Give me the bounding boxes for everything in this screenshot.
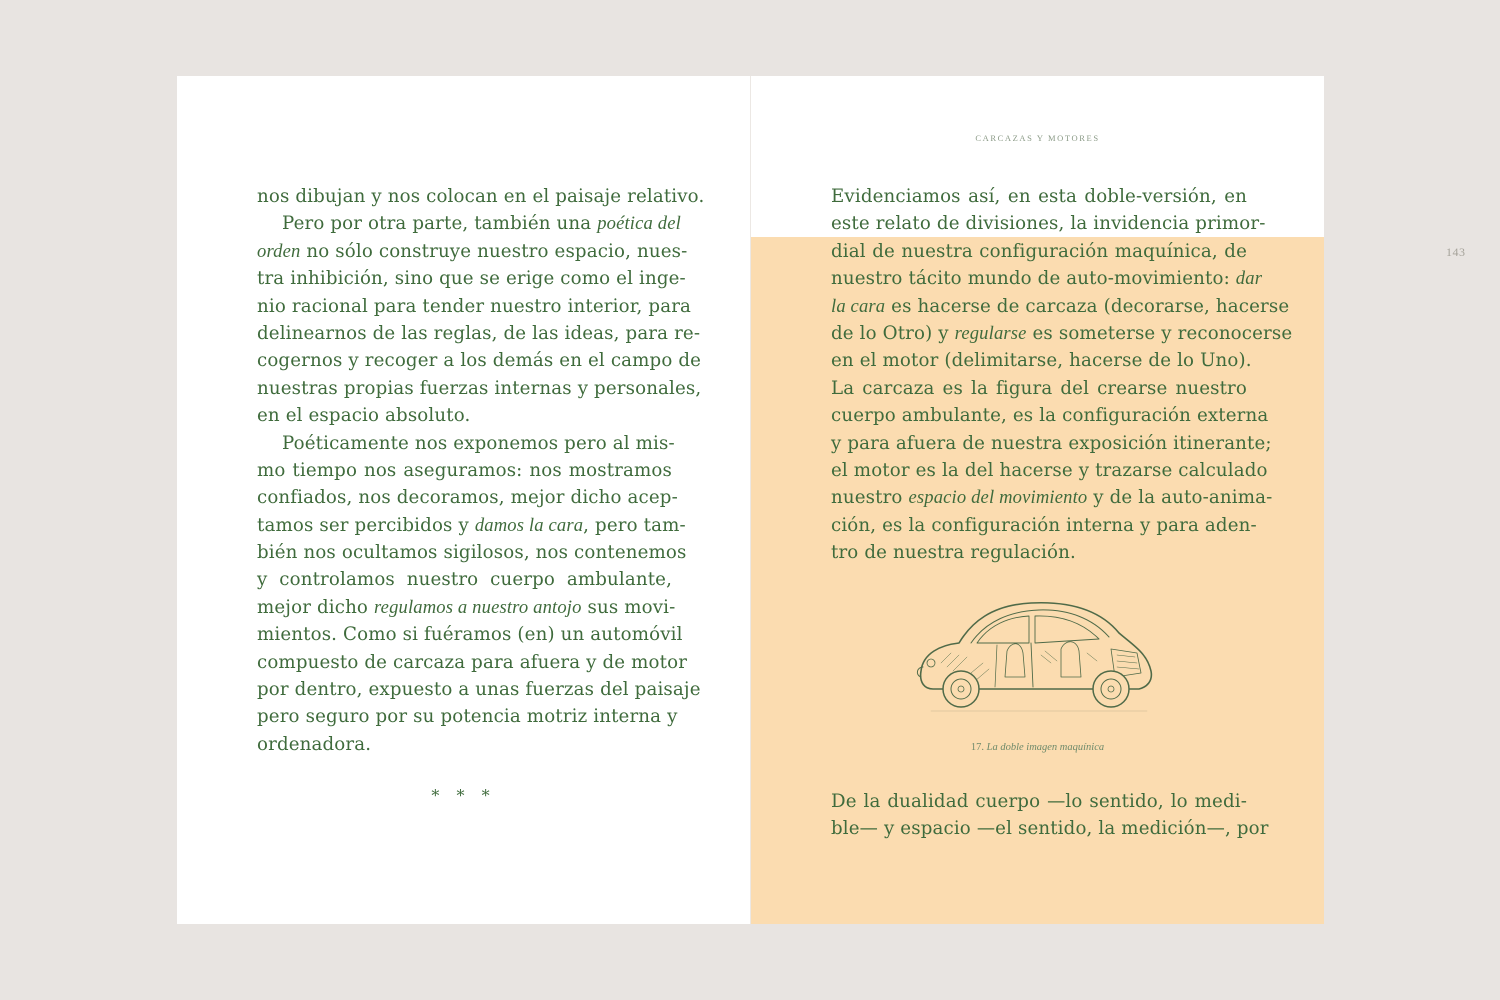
text-run: nos dibujan y nos colocan en el paisaje relativo. <box>257 186 705 207</box>
text-line <box>257 375 702 402</box>
text-run: Pero por otra parte, también una <box>282 213 598 235</box>
text-line <box>831 347 1252 374</box>
text-line <box>257 731 672 758</box>
text-line <box>831 788 1247 815</box>
text-run: es hacerse de carcaza (decorarse, hacerse <box>885 295 1290 317</box>
text-run: tro de nuestra regulación. <box>831 542 1076 564</box>
right-page-body <box>831 183 1293 566</box>
text-run: no sólo construye nuestro espacio, nues- <box>300 240 688 262</box>
text-line <box>831 457 1268 484</box>
text-run: cuerpo ambulante, es la configuración externa <box>831 405 1269 427</box>
text-line <box>257 649 688 676</box>
text-line <box>831 402 1269 429</box>
text-line <box>257 621 683 648</box>
text-line <box>257 320 701 347</box>
text-run: De la dualidad cuerpo —lo sentido, lo medi- <box>831 791 1247 812</box>
text-line <box>257 484 678 511</box>
text-line <box>257 210 681 237</box>
text-run: nuestro <box>831 487 909 509</box>
text-line <box>257 293 692 320</box>
text-run: nuestras propias fuerzas internas y personales, <box>257 377 702 399</box>
text-run: mientos. Como si fuéramos (en) un automóvil <box>257 624 683 646</box>
italic-phrase: dar <box>1235 268 1263 290</box>
car-cutaway-illustration <box>911 593 1167 733</box>
text-run: Poéticamente nos exponemos pero al mis- <box>282 432 675 454</box>
text-line <box>257 566 672 593</box>
text-run: ción, es la configuración interna y para aden- <box>831 514 1257 536</box>
right-page <box>751 76 1466 924</box>
running-head: CARCAZAS Y MOTORES <box>975 133 1100 143</box>
text-line <box>257 457 672 484</box>
text-run: confiados, nos decoramos, mejor dicho acep- <box>257 487 678 509</box>
text-line <box>257 183 705 210</box>
text-line <box>257 402 672 429</box>
text-run: tamos ser percibidos y <box>257 514 475 536</box>
text-run: este relato de divisiones, la invidencia primor- <box>831 213 1266 235</box>
text-line <box>831 210 1266 237</box>
text-run: nuestro tácito mundo de auto-movimiento: <box>831 268 1236 290</box>
right-page-continuation <box>831 788 1269 843</box>
text-run: dial de nuestra configuración maquínica, de <box>831 240 1247 262</box>
text-run: en el espacio absoluto. <box>257 405 471 427</box>
text-run: y controlamos nuestro cuerpo ambulante, <box>257 569 672 591</box>
book-spread <box>177 76 1466 924</box>
text-run: por dentro, expuesto a unas fuerzas del paisaje <box>257 679 701 701</box>
text-line <box>831 430 1272 457</box>
figure-caption-text: La doble imagen maquínica <box>986 742 1105 753</box>
text-run: sus movi- <box>581 596 676 618</box>
page-number: 143 <box>1446 245 1466 259</box>
text-run: delinearnos de las reglas, de las ideas, para re- <box>257 322 701 344</box>
figure-number: 17. <box>970 742 984 753</box>
text-run: ble— y espacio —el sentido, la medición—, por <box>831 818 1269 840</box>
text-line <box>831 183 1247 210</box>
text-line <box>831 265 1263 292</box>
section-separator: * * * <box>431 786 496 805</box>
text-run: y para afuera de nuestra exposición itinerante; <box>831 432 1272 454</box>
italic-phrase: regularse <box>954 322 1027 344</box>
text-line <box>257 347 702 374</box>
text-run: pero seguro por su potencia motriz interna y <box>257 706 678 728</box>
text-line <box>257 430 675 457</box>
text-run: nio racional para tender nuestro interior, para <box>257 295 692 317</box>
text-run: tra inhibición, sino que se erige como el inge- <box>257 268 686 290</box>
text-run: y de la auto-anima- <box>1087 487 1273 509</box>
text-line <box>257 265 686 292</box>
left-page <box>177 76 750 924</box>
italic-phrase: regulamos a nuestro antojo <box>373 596 582 618</box>
car-illustration-icon <box>911 593 1167 733</box>
text-run: mejor dicho <box>257 596 374 618</box>
text-line <box>257 703 678 730</box>
italic-phrase: poética del <box>597 213 681 235</box>
text-line <box>257 512 686 539</box>
text-run: cogernos y recoger a los demás en el campo de <box>257 350 702 372</box>
italic-phrase: la cara <box>831 295 886 317</box>
text-run: compuesto de carcaza para afuera y de motor <box>257 651 688 673</box>
text-line <box>257 594 676 621</box>
text-run: La carcaza es la figura del crearse nuestro <box>831 377 1247 399</box>
figure-caption <box>751 742 1324 753</box>
text-run: de lo Otro) y <box>831 322 955 344</box>
text-run: ordenadora. <box>257 733 372 755</box>
text-run: mo tiempo nos aseguramos: nos mostramos <box>257 459 672 481</box>
text-run: bién nos ocultamos sigilosos, nos contenemos <box>257 542 687 564</box>
text-line <box>831 815 1269 842</box>
text-line <box>831 320 1293 347</box>
text-run: Evidenciamos así, en esta doble-versión, en <box>831 186 1247 207</box>
text-line <box>257 539 687 566</box>
text-line <box>831 484 1273 511</box>
left-page-body <box>257 183 705 758</box>
text-run: es someterse y reconocerse <box>1026 322 1293 344</box>
italic-phrase: orden <box>257 240 301 262</box>
text-line <box>831 375 1247 402</box>
text-line <box>831 512 1257 539</box>
text-line <box>257 238 688 265</box>
text-line <box>831 238 1247 265</box>
text-line <box>257 676 701 703</box>
italic-phrase: damos la cara <box>474 514 584 536</box>
italic-phrase: espacio del movimiento <box>908 487 1088 509</box>
text-line <box>831 539 1247 566</box>
text-run: el motor es la del hacerse y trazarse calculado <box>831 459 1268 481</box>
text-run: , pero tam- <box>583 514 686 536</box>
text-line <box>831 293 1290 320</box>
text-run: en el motor (delimitarse, hacerse de lo Uno). <box>831 350 1252 372</box>
